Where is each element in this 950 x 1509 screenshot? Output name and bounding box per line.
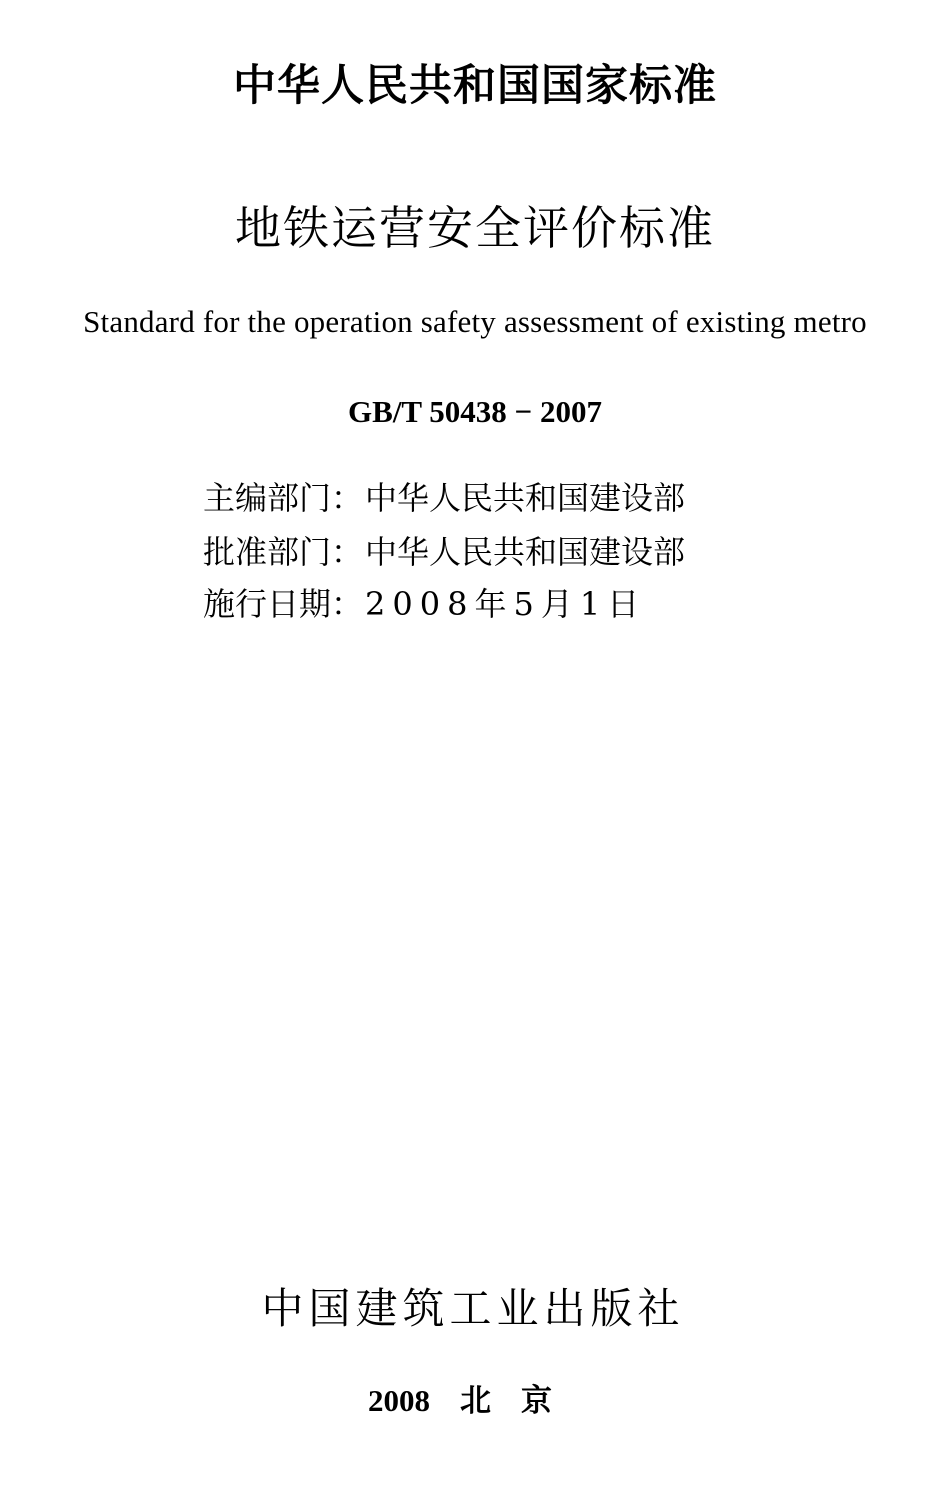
- effective-date-value: 2008年5月1日: [365, 585, 647, 623]
- publisher-name: 中国建筑工业出版社: [261, 1284, 685, 1333]
- approver-department-label: 批准部门：: [203, 533, 364, 571]
- document-title-english: Standard for the operation safety assessment of existing metro: [83, 304, 867, 339]
- approver-department-row: [203, 530, 685, 574]
- national-standard-heading: 中华人民共和国国家标准: [233, 61, 717, 111]
- editor-department-value: 中华人民共和国建设部: [365, 479, 686, 517]
- editor-department-label: 主编部门：: [203, 479, 364, 517]
- imprint-year: 2008: [368, 1383, 430, 1418]
- standard-code: GB/T 50438 − 2007: [348, 394, 602, 429]
- effective-date-row: [203, 582, 646, 626]
- editor-department-row: [203, 476, 685, 520]
- effective-date-label: 施行日期：: [203, 585, 364, 623]
- imprint: [0, 1379, 950, 1423]
- document-title: 地铁运营安全评价标准: [235, 201, 715, 255]
- imprint-city: 北京: [460, 1383, 582, 1419]
- approver-department-value: 中华人民共和国建设部: [365, 533, 686, 571]
